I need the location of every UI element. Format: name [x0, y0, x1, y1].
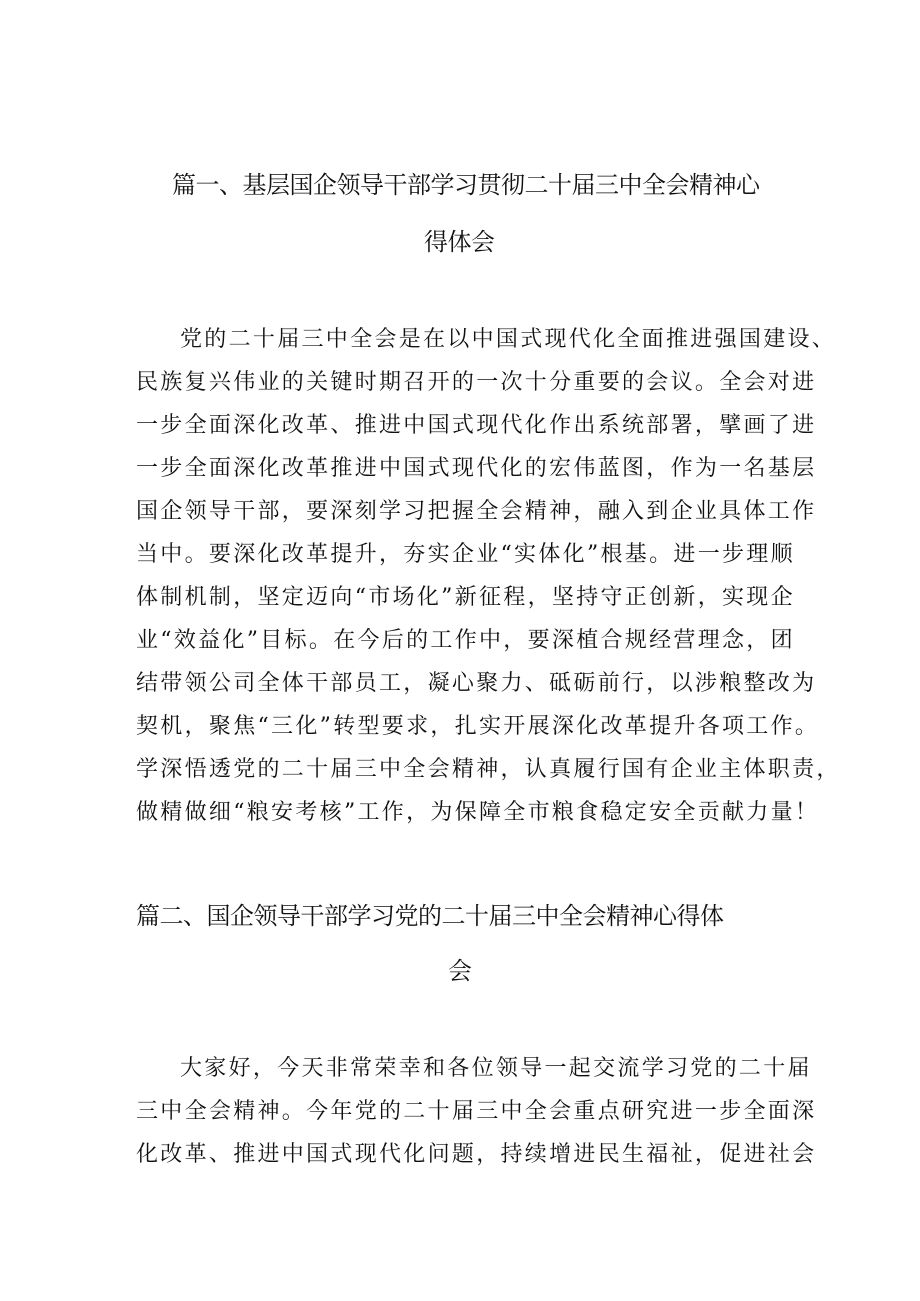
- section2-heading-line-2: 会: [448, 957, 472, 985]
- section1-paragraph-line: 一步全面深化改革、推进中国式现代化作出系统部署，擘画了进: [136, 413, 817, 438]
- section2-paragraph-line: 化改革、推进中国式现代化问题，持续增进民生福祉，促进社会: [136, 1142, 817, 1167]
- section1-paragraph-line: 国企领导干部，要深刻学习把握全会精神，融入到企业具体工作: [136, 499, 817, 524]
- section1-heading-line-2: 得体会: [424, 228, 495, 256]
- section1-paragraph-line: 结带领公司全体干部员工，凝心聚力、砥砺前行，以涉粮整改为: [136, 671, 817, 696]
- section1-paragraph-line: 体制机制，坚定迈向“市场化”新征程，坚持守正创新，实现企: [136, 585, 795, 610]
- section1-heading-line-1: 篇一、基层国企领导干部学习贯彻二十届三中全会精神心: [172, 171, 760, 199]
- section2-heading-line-1: 篇二、国企领导干部学习党的二十届三中全会精神心得体: [136, 902, 724, 930]
- section1-paragraph-line: 学深悟透党的二十届三中全会精神，认真履行国有企业主体职责，: [136, 757, 841, 782]
- section1-paragraph-line: 一步全面深化改革推进中国式现代化的宏伟蓝图，作为一名基层: [136, 456, 817, 481]
- section1-paragraph-line: 当中。要深化改革提升，夯实企业“实体化”根基。进一步理顺: [136, 542, 795, 567]
- section1-paragraph-line: 契机，聚焦“三化”转型要求，扎实开展深化改革提升各项工作。: [136, 714, 820, 739]
- section2-paragraph-line: 大家好，今天非常荣幸和各位领导一起交流学习党的二十届: [180, 1056, 812, 1081]
- section1-paragraph-line: 业“效益化”目标。在今后的工作中，要深植合规经营理念，团: [136, 628, 795, 653]
- section1-paragraph-line: 民族复兴伟业的关键时期召开的一次十分重要的会议。全会对进: [136, 370, 817, 395]
- section1-paragraph-line: 做精做细“粮安考核”工作，为保障全市粮食稳定安全贡献力量！: [136, 800, 820, 825]
- section2-paragraph-line: 三中全会精神。今年党的二十届三中全会重点研究进一步全面深: [136, 1099, 817, 1124]
- section1-paragraph-line: 党的二十届三中全会是在以中国式现代化全面推进强国建设、: [180, 327, 837, 352]
